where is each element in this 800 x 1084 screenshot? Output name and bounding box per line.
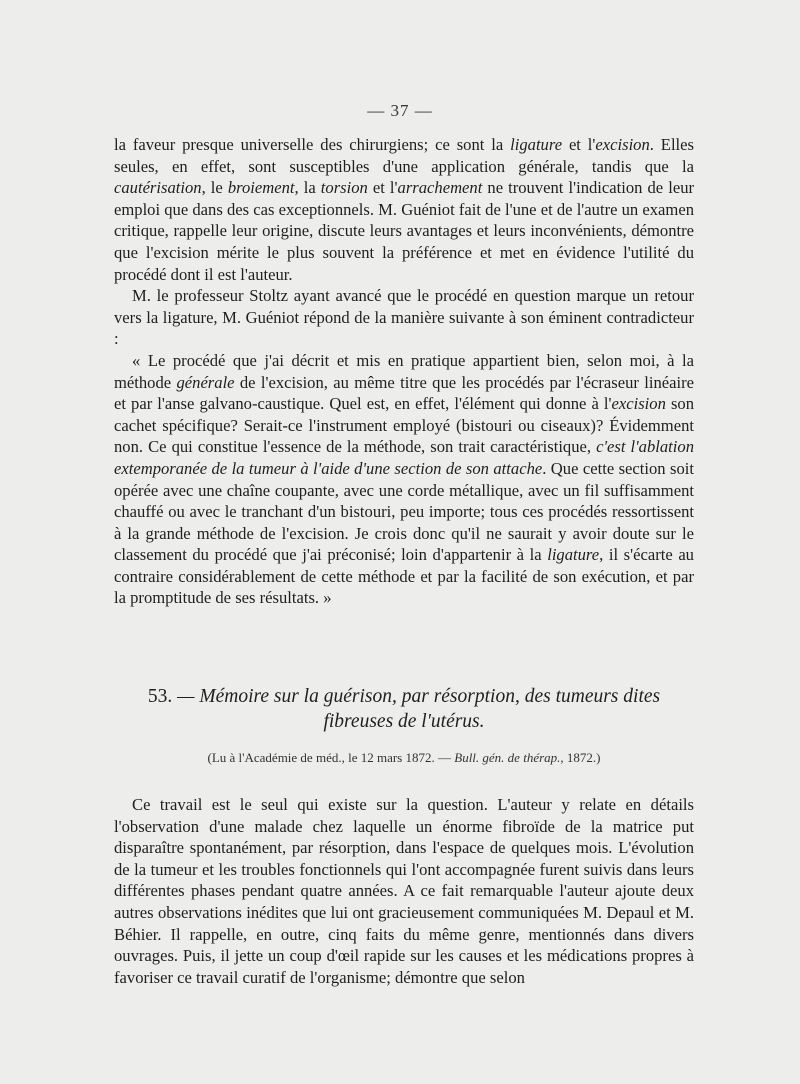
italic-term: excision — [595, 135, 650, 154]
section-heading — [114, 684, 694, 734]
italic-term: ligature — [547, 545, 600, 565]
paragraph-quotation: « Le procédé que j'ai décrit et mis en pratique appartient bien, selon moi, à la méthode générale de l'excision, au même titre que les procédés par l'écraseur linéaire et par l'anse galvano-caustique. Quel est, en effet, l'élément qui donne à l'excision son cachet spécifique? Serait-ce l'instrument employé (bistouri ou ciseaux)? Évidemment non. Ce qui constitue l'essence de la méthode, son trait caractéristique, c'est l'ablation extemporanée de la tumeur à l'aide d'une section de son attache. Que cette section soit opérée avec une chaîne coupante, avec une corde métallique, avec un fil suffisamment chauffé ou avec le tranchant d'un bistouri, peu importe; tous ces procédés ressortissent à la grande méthode de l'excision. Je crois donc qu'il ne saurait y avoir doute sur le classement du procédé que j'ai préconisé; loin d'appartenir à la ligature, il s'écarte au contraire considérablement de cette méthode et par la facilité de son exécution, et par la promptitude de ses résultats. » — [114, 350, 695, 608]
text-block-top — [114, 134, 694, 609]
section-number: 53. — [147, 686, 173, 707]
italic-term: ligature — [510, 135, 563, 154]
text-block-bottom — [114, 794, 694, 988]
section-title-line1: — Mémoire sur la guérison, par résorption, des tumeurs dites — [177, 686, 661, 707]
italic-term: broiement — [227, 178, 295, 198]
italic-term: arrachement — [397, 178, 483, 198]
italic-term: excision — [611, 394, 666, 414]
section-source-citation: (Lu à l'Académie de méd., le 12 mars 1872. — Bull. gén. de thérap., 1872.) — [207, 750, 601, 765]
paragraph-summary: Ce travail est le seul qui existe sur la question. L'auteur y relate en détails l'observation d'une malade chez laquelle un énorme fibroïde de la matrice put disparaître spontanément, par résorption, dans l'espace de quelques mois. L'évolution de la tumeur et les troubles fonctionnels qui l'ont accompagnée furent suivis dans leurs différentes phases pendant quatre années. A ce fait remarquable l'auteur ajoute deux autres observations inédites que lui ont gracieusement communiquées M. Depaul et M. Béhier. Il rappelle, en outre, cinq faits du même genre, mentionnés dans divers ouvrages. Puis, il jette un coup d'œil rapide sur les causes et les médications propres à favoriser ce travail curatif de l'organisme; démontre que selon — [114, 795, 694, 987]
section-heading-line2 — [114, 709, 694, 734]
paragraph-continuation: la faveur presque universelle des chirurgiens; ce sont la ligature et l'excision. Elles seules, en effet, sont susceptibles d'une application générale, tandis que la cautérisation, le broiement, la torsion et l'arrachement ne trouvent l'indication de leur emploi que dans des cas exceptionnels. M. Guéniot fait de l'une et de l'autre un examen critique, rappelle leur origine, discute leurs avantages et leurs inconvénients, démontre que l'excision mérite le plus souvent la préférence et met en évidence l'utilité du procédé dont il est l'auteur. — [114, 135, 695, 284]
italic-term: c'est l'ablation extemporanée de la tumeur à l'aide d'une section de son attache — [114, 437, 694, 478]
italic-term: générale — [176, 372, 235, 392]
italic-term: cautérisation — [114, 178, 202, 198]
section-heading-line1 — [114, 684, 694, 709]
page-number: — 37 — — [367, 101, 433, 120]
italic-term: torsion — [320, 178, 368, 198]
section-title-line2: fibreuses de l'utérus. — [323, 711, 485, 732]
italic-term: Bull. gén. de thérap. — [454, 750, 561, 765]
paragraph-stoltz: M. le professeur Stoltz ayant avancé que le procédé en question marque un retour vers la ligature, M. Guéniot répond de la manière suivante à son éminent contradicteur : — [114, 286, 694, 349]
